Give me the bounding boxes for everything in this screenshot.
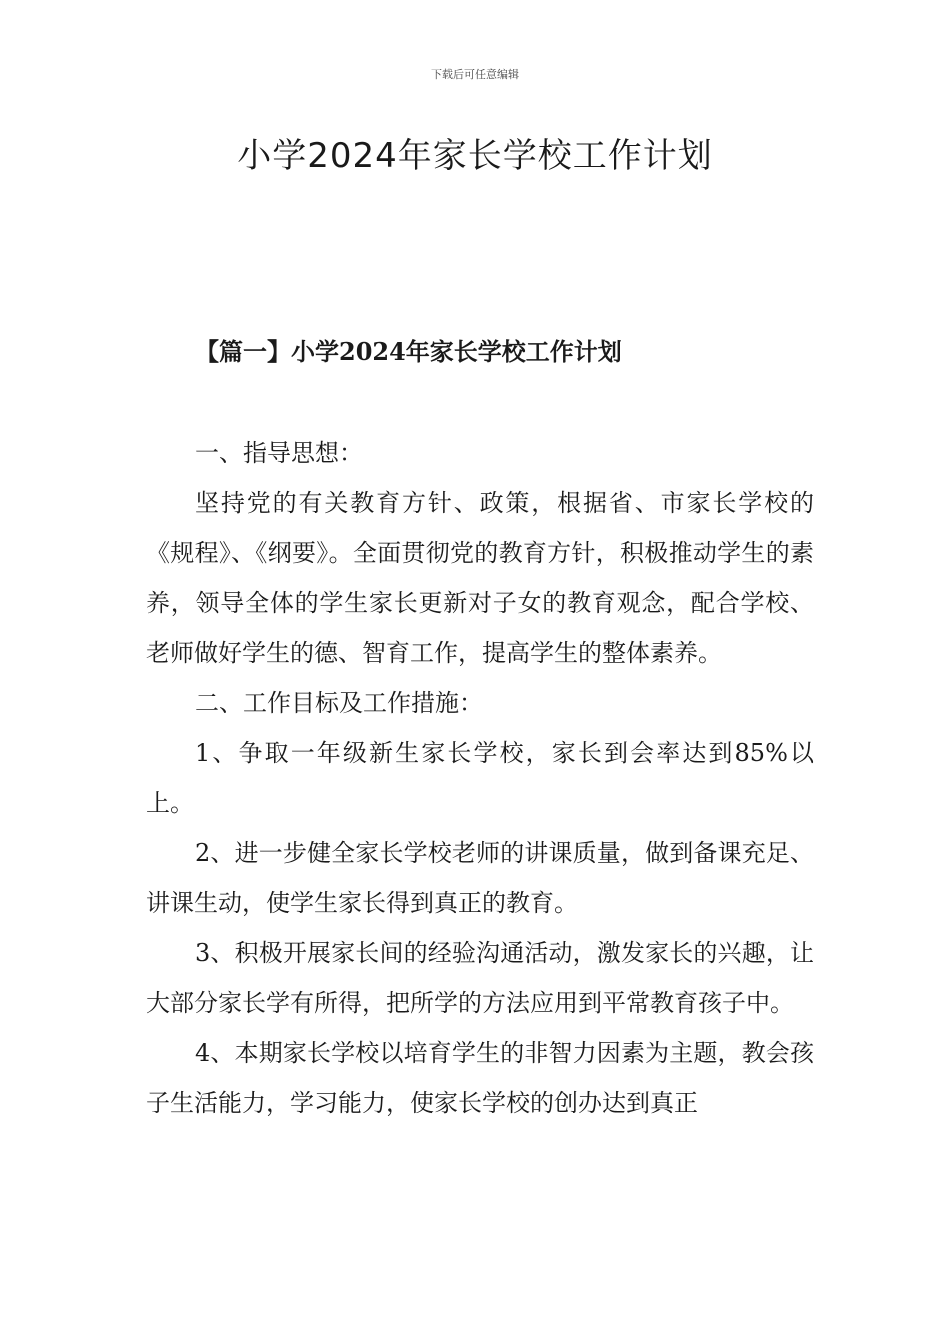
paragraph-goal-2: 2、进一步健全家长学校老师的讲课质量，做到备课充足、讲课生动，使学生家长得到真正的教育。 [146,839,814,917]
header-note: 下载后可任意编辑 [431,68,519,81]
paragraph-guiding-ideology: 坚持党的有关教育方针、政策，根据省、市家长学校的《规程》、《纲要》。全面贯彻党的教育方针，积极推动学生的素养，领导全体的学生家长更新对子女的教育观念，配合学校、老师做好学生的德、智育工作，提高学生的整体素养。 [146,489,814,667]
section-heading: 【篇一】小学2024年家长学校工作计划 [195,337,622,366]
document-title: 小学2024年家长学校工作计划 [237,136,713,176]
document-body [146,428,814,1128]
paragraph-goal-3: 3、积极开展家长间的经验沟通活动，激发家长的兴趣，让大部分家长学有所得，把所学的方法应用到平常教育孩子中。 [146,939,814,1017]
paragraph-goal-1: 1、争取一年级新生家长学校，家长到会率达到85%以上。 [146,739,814,817]
paragraph-guiding-ideology-heading: 一、指导思想： [195,439,363,467]
paragraph-goals-heading: 二、工作目标及工作措施： [195,689,483,717]
paragraph-goal-4: 4、本期家长学校以培育学生的非智力因素为主题，教会孩子生活能力，学习能力，使家长学校的创办达到真正 [146,1039,814,1117]
